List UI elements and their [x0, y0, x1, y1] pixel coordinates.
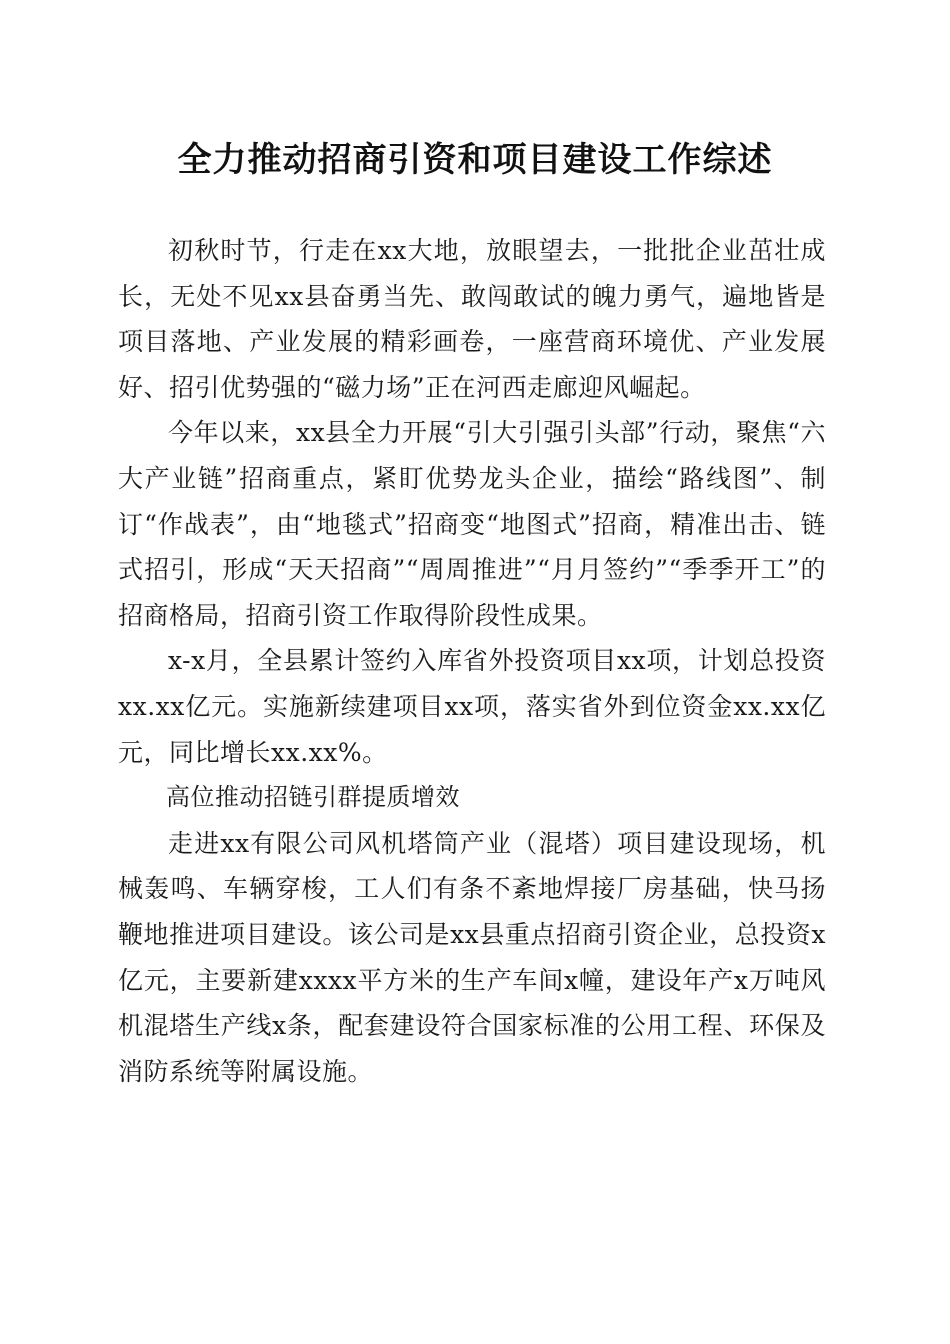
page-title: 全力推动招商引资和项目建设工作综述 — [177, 140, 773, 180]
paragraph-project-site: 走进xx有限公司风机塔筒产业（混塔）项目建设现场，机械轰鸣、车辆穿梭，工人们有条不紊地焊接厂房基础，快马扬鞭地推进项目建设。该公司是xx县重点招商引资企业，总投资x亿元，主要新建xxxx平方米的生产车间x幢，建设年产x万吨风机混塔生产线x条，配套建设符合国家标准的公用工程、环保及消防系统等附属设施。 — [118, 828, 826, 1086]
paragraph-intro: 初秋时节，行走在xx大地，放眼望去，一批批企业茁壮成长，无处不见xx县奋勇当先、敢闯敢试的魄力勇气，遍地皆是项目落地、产业发展的精彩画卷，一座营商环境优、产业发展好、招引优势强的“磁力场”正在河西走廊迎风崛起。 — [118, 236, 826, 402]
paragraph-statistics: x-x月，全县累计签约入库省外投资项目xx项，计划总投资xx.xx亿元。实施新续建项目xx项，落实省外到位资金xx.xx亿元，同比增长xx.xx%。 — [118, 646, 826, 767]
section-subheading: 高位推动招链引群提质增效 — [166, 783, 460, 812]
paragraph-overview: 今年以来，xx县全力开展“引大引强引头部”行动，聚焦“六大产业链”招商重点，紧盯优势龙头企业，描绘“路线图”、制订“作战表”，由“地毯式”招商变“地图式”招商，精准出击、链式招引，形成“天天招商”“周周推进”“月月签约”“季季开工”的招商格局，招商引资工作取得阶段性成果。 — [118, 418, 826, 630]
document-body — [118, 228, 826, 1094]
